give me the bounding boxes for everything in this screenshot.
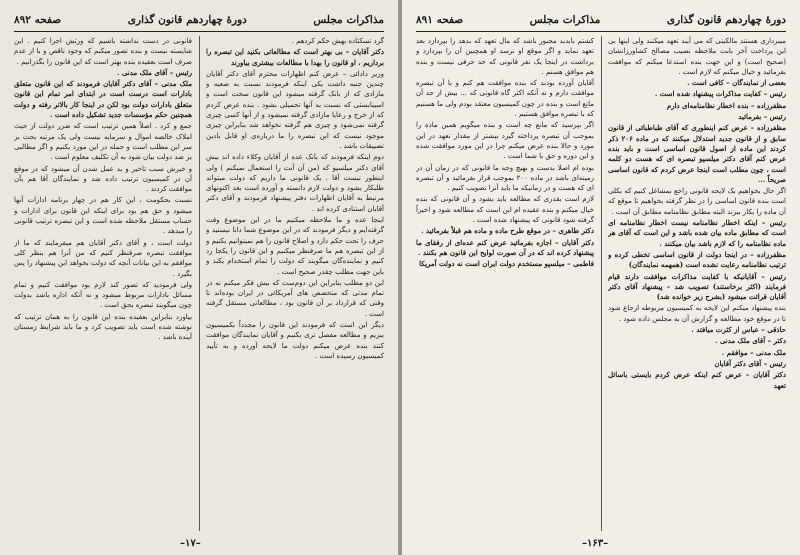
right-page (402, 0, 800, 555)
text-paragraph: و خیرش سبب تاخیر و بد عمل شدن آن میشود که در موقع آن در کمیسیون ترتیب داده شد و نمایندگان آقا هم بآن موافقت کردند . (14, 164, 192, 194)
speaker-paragraph: مظفرزاده – در اینجا دولت از قانون اساسی تخطی کرده و ترتیب نظامنامه رعایت نشده است (همهمه نمایندگان) (608, 249, 786, 270)
text-paragraph: جمع و کرد . اصلاً همین ترتیب است که ضرر دولت از حیث املاک خالصه اموال و سرمایه نیست ولی یک مرتبه بحث بر سر این مطلب است و حمله در این مورد بکنیم و اگر مطالبی بر ضد دولت بیان شود به آن تکلیف معلوم است . (14, 122, 192, 162)
text-paragraph: بنده پیشنهاد میکنم این لایحه به کمیسیون مربوطه ارجاع شود تا در موقع خود مطالعه و گزارش آن به مجلس داده شود . (608, 304, 786, 323)
text-paragraph: بیاورد بنابراین بعقیده بنده این قانون را به همان ترتیب که نوشته شده است باید تصویب کرد و ما باید شرایط زمستان آینده باشد . (14, 312, 192, 342)
text-paragraph: وزیر دادائی – عرض کنم اظهارات محترم آقای دکتر آقایان چندین جنبه داشت یکی اینکه فرمودند نسبت به صعیه و مازادی که از بانک گرفته میشود این قانون سخت است و اسیبابستی که نسبت به آنها تحمیلی بشود . بنده عرض کردم که از خرج و رعایا مازادی گرفته نمیشود و از آنها کسی چیزی گرفته نمی‌شود و چیزی هم گرفته نخواهد شد بنابراین چیزی موجود نیست که این تبصره را ما درباره‌ی او قابل بادین تضییقات باشد . (206, 69, 384, 150)
left-page-header (14, 12, 384, 28)
text-paragraph: ولی فرمودید که تصور کند لازم بود موافقت کنیم و تمام مسائل بادارات مربوط میشود و نه آنکه اداره باشد بدولت چون میگویند تبصره بحق است . (14, 280, 192, 310)
speaker-paragraph: حاذقی – عباس از کثرت میافتد . (691, 325, 786, 335)
right-session-title: دورهٔ چهاردهم قانون گذاری (666, 14, 786, 26)
text-paragraph: اگر بپرسید که مانع چه است و بنده میگویم همین ماده را بموجب آن تبصره پرداخته گیرد بیشتر از مقدار تعهد در این مورد و حالا بنده عرض میکنم چرا در این مورد موافقت شده و این دوره و حق با شما است . (416, 121, 594, 161)
speaker-paragraph: رئیس – بفرمائید (738, 112, 786, 122)
column-divider (199, 36, 200, 531)
text-paragraph: دولت است ، و آقای دکتر آقایان هم میفرمایند که ما از موافقت تبصره صرفنظر کنیم که من آنرا هم بنظر کلی موافقم به این بیانات آنچه که دولت بخواهد این پیشنهاد را پس بگیرد . (14, 238, 192, 278)
left-section-title: مذاکرات مجلس (313, 14, 384, 26)
header-rule (14, 31, 384, 32)
speaker-paragraph: دکتر آقایان – بی بهتر است که مطالعاتی بکنید این تبصره را برداریم ، او قانون را بهدا با مطالعات بیشتری بیاورند (206, 47, 384, 67)
right-page-number: صفحه ۸۹۱ (416, 14, 464, 26)
text-paragraph: گرد تسکتاده بهش حکم کردهم . (291, 37, 384, 45)
text-paragraph: بوده ام اصلا بدست و بهیچ وجه ما قانونی که در زمان آن در زمینه‌ای باشد در ماده ۲۰۰ بموجب قرار بفرمائید و آن تبصره ای که هست و در زمانیکه ما باید آنرا تصویب کنیم . (416, 163, 594, 193)
left-folio: –۱۷– (180, 538, 201, 549)
speaker-paragraph: بعضی از نمایندگان – کافی است . (687, 78, 786, 88)
text-column (608, 36, 786, 531)
speaker-paragraph: فاطمی – میلسپو مستخدم دولت ایران است نه دولت آمریکا (419, 259, 594, 269)
left-session-title: دورهٔ چهاردهم قانون گذاری (127, 14, 247, 26)
speaker-paragraph: رئیس – اینکه اخطار نظامنامه نیست اخطار نظامنامه ای است که مطابق ماده بیان شده باشد و این است که آقای هر ماده نظامنامه را که لازم باشد بیان میکنند . (608, 218, 786, 248)
right-page-header (416, 12, 786, 28)
text-paragraph: این دو مطلب بنابراین این دوم‌ست که بیش فکر میکنم نه در تمام مدتی که متخصص های آمریکائی در ایران بوده‌اند تا وقتی که قرارداد بر آن قانون بود ، مطالعاتی مستقل گرفته است . (206, 278, 384, 318)
speaker-paragraph: مظفرزاده – بنده اخطار نظامنامه‌ای دارم (666, 100, 786, 110)
text-column (206, 36, 384, 531)
text-paragraph: لازم است بقدری که مطالعه باید بشود و آن قانونی که بنده خیال میکنم و بنده عقیده ام این است که مطالعه شود و اخیراً گرفته شود قانونی که پیشنهاد شده است . (416, 195, 594, 225)
right-section-title: مذاکرات مجلس (529, 14, 601, 26)
header-rule (416, 31, 786, 32)
speaker-paragraph: دکتر – آقای ملک مدنی . (715, 336, 786, 346)
speaker-paragraph: رئیس – آقای ملک مدنی . (117, 67, 192, 77)
text-column (14, 36, 192, 531)
speaker-paragraph: دکتر آقایان – عرض کنم اینکه عرض کردم بایستی باسائل تعهد (608, 370, 786, 390)
left-page-number: صفحه ۸۹۲ (14, 14, 62, 26)
column-divider (601, 36, 602, 531)
speaker-paragraph: رئیس – کفایت مذاکرات پیشنهاد شده است . (654, 89, 786, 99)
text-paragraph: میبرداری هستند مالکینی که می آیند تعهد میکنند ولی اینها بی این پرداخت آخر بابت ملاحظه نصیب مصالح کشاورزانشان (صحیح است) و این جهت بنده استدعا میکنم که موافقت بفرمائید و خیال میکنم که لازم است . (608, 37, 786, 76)
speaker-paragraph: ملک مدنی – آقای دکتر آقایان فرمودند که این قانون متعلق بادارات است درست است در ابتدای امر تمام این قانون متعلق بادارات دولت بود لکن در اینجا کار بالاتر رفته و دولت همچنین حکم مؤسسات جدید تشکیل داده است . (14, 79, 192, 120)
text-paragraph: دوم اینکه فرمودند که بانک عده از آقایان وکلاء داده اند بیش آقای دکتر میلسپو که (من آن آنت را استعمال نمیکنم ) ولی اینطور نیست آقا . یک قانونی ما داریم که دولت میتواند طلبکار بشود و دولت لازم دانسته و آورده است بعد اکنونهای مرتبط به آقایان اظهارات دفتر پیشنهاد فرمودند و آقای دکتر آقایان استنادی کرده اند . (206, 153, 384, 213)
right-folio: –۱۶۳– (582, 538, 609, 549)
speaker-paragraph: رئیس – آقای دکتر آقایان (714, 358, 786, 368)
left-page (0, 0, 398, 555)
text-paragraph: دیگر این است که فرمودند این قانون را مجدداً بکمیسیون ببریم و مطالعه مفصل تری بکنیم و آقایان نمایندگان موافقت کنند بنده عرض میکنم دولت ما لایحه آورده و به تأیید کمیسیون رسیده است . (206, 321, 384, 360)
speaker-paragraph: دکتر طاهری – در موقع طرح ماده و ماده هم قبلاً بفرمائید . (421, 226, 594, 236)
text-paragraph: آقایان آورده بودند که بنده موافقت هم کنم و با آن تبصره موافقت دارم و نه آنکه اکثر گاه قانونی که ... بیش از حد آن مانع است و بنده در چون کمیسیون معتقد بودم ولی ما هستیم که با تبصره موافق هستیم . (416, 79, 594, 119)
text-paragraph: اگر حال بخواهیم بک لایحه قانونی راجع بمشاغل کنیم که بکلی است بنده قانون اساسی را در نظر گرفته بخواهیم تا موقع که آن ماده را بکار ببرند البته مطابق نظامنامه مطابق آن است . (608, 187, 786, 216)
text-paragraph: نسبت بحکومت ، این کار هم در چهار برنامه ادارات آنها میشود و حق هم بود برای اینکه این قانون برای ادارات و حساب مستقل ملاحظه شده است و این تبصره ترتیب قانونی را میدهد . (14, 196, 192, 236)
text-paragraph: کشتم بابدید مجبور باشد که مال تعهد که بدهد را بپردازد بعد تعهد نماید و اگر موقع او نرسد او همچنین آن را بپردازد و برداشت در اینجا یک نفر قانونی که حد حرفی نیست و بنده هم موافق هستم . (416, 37, 594, 76)
text-column (416, 36, 594, 531)
speaker-paragraph: رئیس – آقایانیکه با کفایت مذاکرات موافقت دارند قیام فرمایند (اکثر برخاستند) تصویب شد – پیشنهاد آقای دکتر آقایان قرائت میشود (بشرح زیر خوانده شد) (608, 271, 786, 302)
speaker-paragraph: ملک مدنی – موافقم . (721, 347, 786, 357)
speaker-paragraph: دکتر آقایان – اجازه بفرمائید عرض کنم عده‌ای از رفقای ما پیشنهاد کرده اند که در آن صورت لوایح این قانون هم بکنند . (416, 237, 594, 257)
speaker-paragraph: مظفرزاده – عرض کنم اینطوری که آقای طباطبائی از قانون سابق و از قانون جدید استدلال میکنند که در ماده ۲۰۶ ذکر کردند این ماده از اصول قانون اساسی است و باید بنده عرض کنم آقای دکتر میلسپو تبصره ای که هست دو کلمه است ، چون مطلب است اینجا عرض کردم که قانون اساسی صریحاً ... (608, 123, 786, 184)
text-paragraph: قانونی در دست نداشته باشیم که ورثش اجرا کنیم . این شایسته نیست و بنده تصور میکنم که وجود ناقص و با از عدم صرف است بعقیده بنده بهتر است که این قانون را بگذرانیم . (14, 37, 192, 66)
text-paragraph: اینجا عده و ما ملاحظه میکنیم ما در این موضوع وقت گرفته‌ایم و دیگر فرمودند که در این موضوع شما دانا نیستید و حرف را تحت حکم دارد و اصلاح قانون را هم نمیتوانیم بکنیم و از این تبصره هم ما صرفنظر میکنیم و این قانون را یکجا رد کنیم و نماینده‌گان میگویند که دولت را تمام استخدام بکند و باین جهت مطلب چقدر صحیح است . (206, 216, 384, 276)
